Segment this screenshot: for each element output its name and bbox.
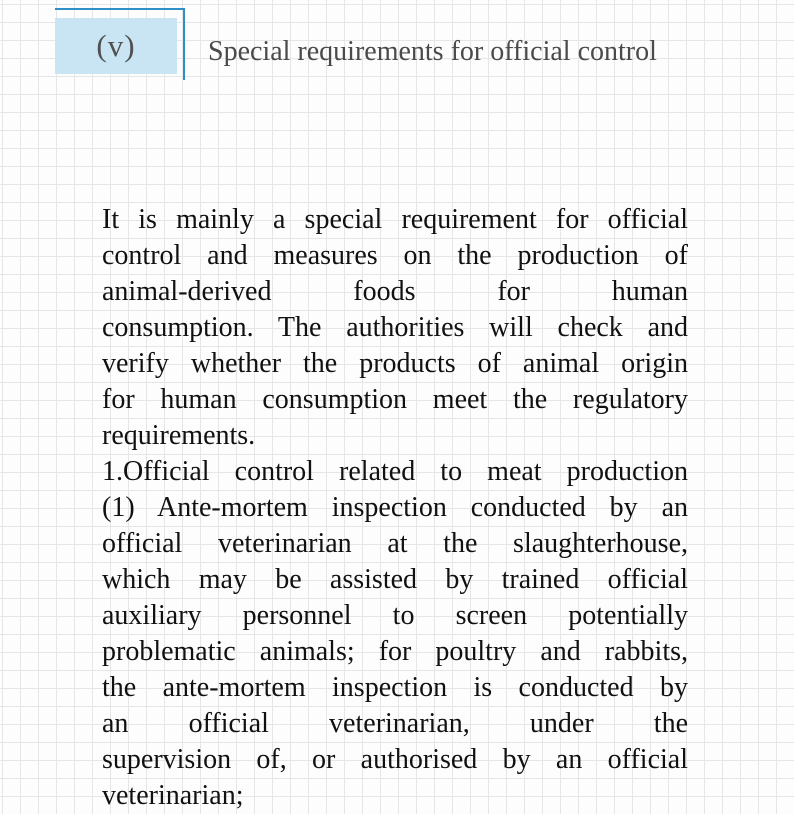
body-line: official veterinarian at the slaughterhouse, (102, 528, 688, 559)
section-header (0, 0, 794, 100)
body-line: control and measures on the production of (102, 240, 688, 271)
body-text (102, 202, 688, 814)
body-line: verify whether the products of animal origin (102, 348, 688, 379)
body-line: veterinarian; (102, 780, 244, 811)
body-line: problematic animals; for poultry and rabbits, (102, 636, 688, 667)
body-line: the ante-mortem inspection is conducted by (102, 672, 688, 703)
body-line: consumption. The authorities will check and (102, 312, 688, 343)
body-line: (1) Ante-mortem inspection conducted by an (102, 492, 688, 523)
body-line: which may be assisted by trained official (102, 564, 688, 595)
body-line: animal-derived foods for human (102, 276, 688, 307)
section-tab-frame (55, 8, 185, 80)
body-line: an official veterinarian, under the (102, 708, 688, 739)
subsection-heading: 1.Official control related to meat production (102, 456, 688, 487)
body-line: for human consumption meet the regulatory (102, 384, 688, 415)
body-line: requirements. (102, 420, 256, 451)
body-line: auxiliary personnel to screen potentially (102, 600, 688, 631)
section-number-label: (v) (55, 18, 177, 74)
section-title: Special requirements for official control (208, 36, 657, 67)
body-line: supervision of, or authorised by an official (102, 744, 688, 775)
body-line: It is mainly a special requirement for official (102, 204, 688, 235)
